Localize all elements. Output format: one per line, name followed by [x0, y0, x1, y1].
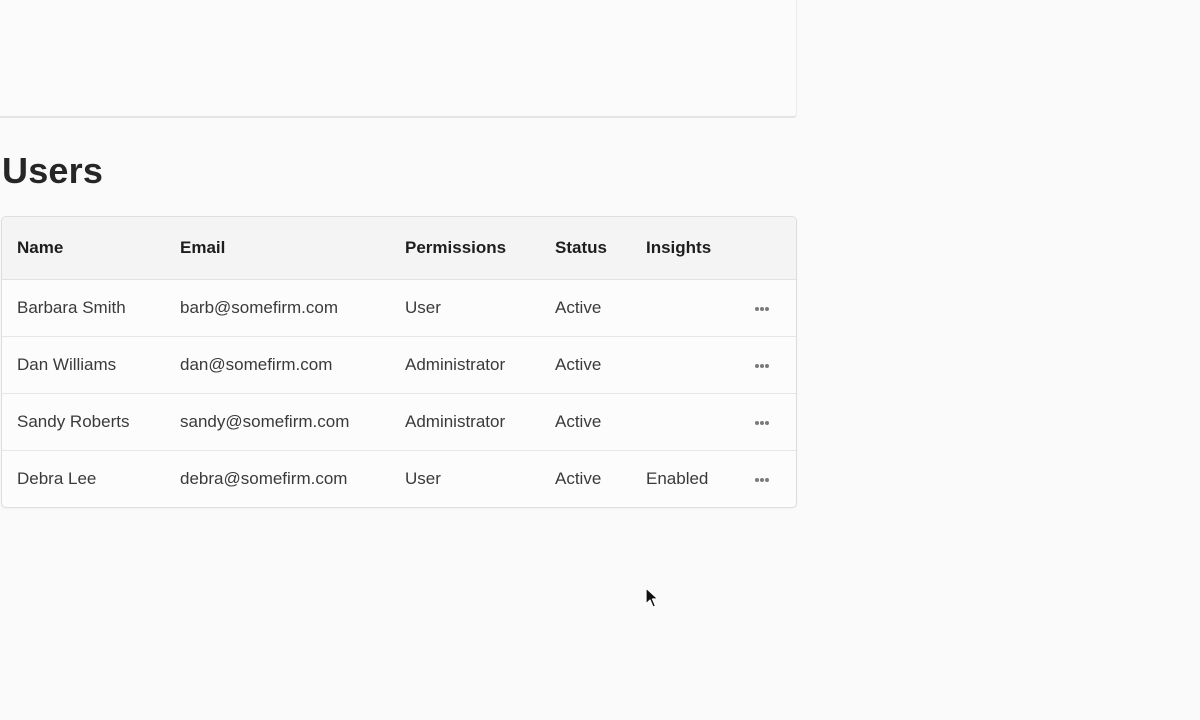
table-row[interactable] [2, 450, 796, 507]
more-horizontal-icon[interactable] [752, 418, 772, 428]
table-row[interactable] [2, 393, 796, 450]
cell-actions [752, 279, 796, 336]
cell-insights [646, 279, 752, 336]
cell-insights [646, 393, 752, 450]
table-header-row [2, 217, 796, 279]
cell-permissions: Administrator [405, 336, 555, 393]
mouse-pointer-icon [645, 587, 659, 609]
cell-status: Active [555, 450, 646, 507]
column-header-permissions: Permissions [405, 217, 555, 279]
cell-permissions: User [405, 297, 441, 317]
cell-email: barb@somefirm.com [180, 297, 339, 317]
users-table [1, 216, 797, 508]
top-card [0, 0, 797, 118]
cell-actions [752, 450, 796, 507]
more-horizontal-icon[interactable] [752, 361, 772, 371]
more-horizontal-icon[interactable] [752, 475, 772, 485]
table-row[interactable] [2, 336, 796, 393]
more-horizontal-icon[interactable] [752, 304, 772, 314]
cell-status: Active [555, 393, 646, 450]
page-title: Users [2, 150, 104, 191]
cell-email: dan@somefirm.com [180, 336, 405, 393]
column-header-insights: Insights [646, 217, 752, 279]
cell-insights: Enabled [646, 450, 752, 507]
cell-email: debra@somefirm.com [180, 450, 405, 507]
cell-permissions: Administrator [405, 393, 555, 450]
column-header-name: Name [2, 217, 180, 279]
cell-name: Barbara Smith [17, 297, 126, 317]
column-header-email: Email [180, 217, 405, 279]
cell-email: sandy@somefirm.com [180, 393, 405, 450]
cell-status: Active [555, 336, 646, 393]
cell-status: Active [555, 297, 602, 317]
cell-actions [752, 393, 796, 450]
cell-name: Debra Lee [2, 450, 180, 507]
column-header-actions [752, 217, 796, 279]
column-header-status: Status [555, 217, 646, 279]
cell-name: Dan Williams [2, 336, 180, 393]
cell-actions [752, 336, 796, 393]
cell-permissions: User [405, 450, 555, 507]
cell-insights [646, 336, 752, 393]
table-row[interactable] [2, 279, 796, 336]
cell-name: Sandy Roberts [2, 393, 180, 450]
